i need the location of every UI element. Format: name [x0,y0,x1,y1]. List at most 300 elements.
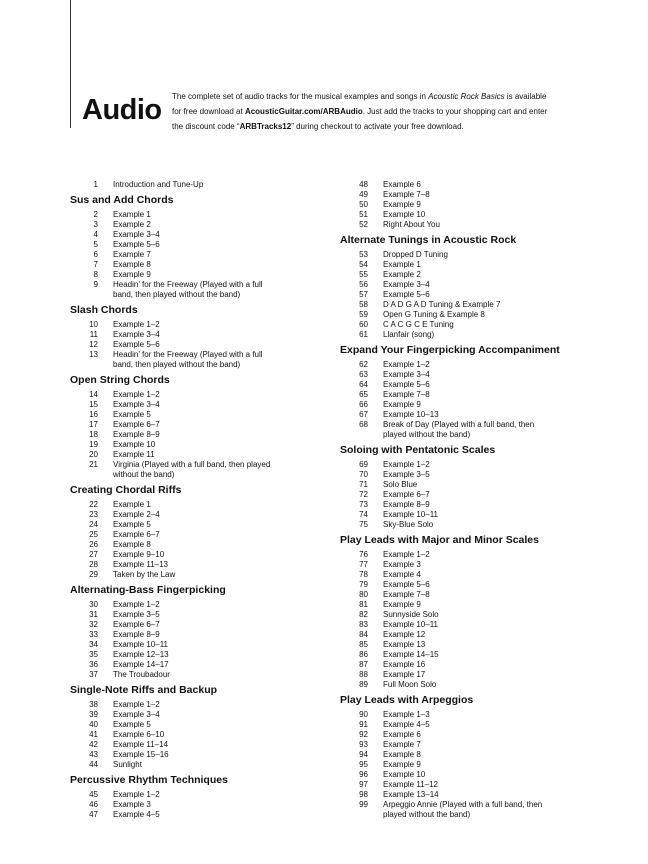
section-heading: Alternating-Bass Fingerpicking [70,584,226,596]
track-number: 3 [93,220,98,229]
track-title: Example 12 [383,630,426,639]
track-number: 66 [359,400,368,409]
track-number: 36 [89,660,98,669]
track-number: 48 [359,180,368,189]
track-title: Example 6–7 [113,420,160,429]
track-number: 27 [89,550,98,559]
track-row [70,660,332,670]
track-row [340,370,590,380]
track-title: Example 13 [383,640,426,649]
track-number: 14 [89,390,98,399]
header-rule [70,0,71,128]
track-number: 22 [89,500,98,509]
track-title: Open G Tuning & Example 8 [383,310,485,319]
track-row [70,240,332,250]
track-title: Taken by the Law [113,570,176,579]
track-row [70,520,332,530]
track-title: Example 3–4 [113,400,160,409]
track-row [70,730,332,740]
track-row [70,260,332,270]
track-row [340,410,590,420]
track-number: 46 [89,800,98,809]
track-row [70,720,332,730]
track-title: Example 3 [113,800,151,809]
track-row [70,330,332,340]
track-section [70,190,332,300]
track-row [340,730,590,740]
track-title: Example 10 [113,440,156,449]
track-title: Example 14–15 [383,650,439,659]
track-row [340,400,590,410]
track-row [70,640,332,650]
track-number: 59 [359,310,368,319]
track-number: 18 [89,430,98,439]
track-title: Sunlight [113,760,142,769]
track-number: 34 [89,640,98,649]
track-title: Example 5–6 [113,240,160,249]
track-row [340,740,590,750]
track-row [70,180,332,190]
track-title: Example 7–8 [383,190,430,199]
track-row [340,760,590,770]
left-column [70,180,332,820]
track-section [340,440,590,530]
section-heading: Soloing with Pentatonic Scales [340,444,496,456]
track-title: Example 7–8 [383,590,430,599]
track-number: 9 [93,280,98,289]
track-section [340,340,590,440]
track-title: Virginia (Played with a full band, then played without the band) [113,460,271,479]
track-title: Example 1–2 [383,360,430,369]
track-row [340,330,590,340]
track-section [70,680,332,770]
section-heading: Creating Chordal Riffs [70,484,182,496]
track-title: Example 3–5 [383,470,430,479]
track-row [340,360,590,370]
track-row [70,540,332,550]
track-title: Example 1–2 [113,600,160,609]
track-row [340,570,590,580]
track-row [340,500,590,510]
track-row [340,280,590,290]
track-row [340,780,590,790]
track-title: Example 1–2 [383,550,430,559]
track-number: 79 [359,580,368,589]
track-title: Example 5–6 [383,380,430,389]
track-title: Example 11–14 [113,740,168,749]
track-row [70,750,332,760]
track-row [340,680,590,690]
track-title: Example 8 [383,750,421,759]
track-row [340,620,590,630]
track-row [340,770,590,780]
track-number: 19 [89,440,98,449]
track-title: Example 1 [113,500,151,509]
track-number: 21 [89,460,98,469]
track-row [340,640,590,650]
track-number: 67 [359,410,368,419]
track-number: 71 [359,480,368,489]
track-title: Break of Day (Played with a full band, then played without the band) [383,420,535,439]
intro-part: ” during checkout to activate your free download. [291,122,464,131]
track-title: Example 11–13 [113,560,168,569]
track-row [340,490,590,500]
track-title: Example 10 [383,210,426,219]
track-number: 98 [359,790,368,799]
track-row [70,810,332,820]
section-heading: Open String Chords [70,374,170,386]
track-number: 74 [359,510,368,519]
track-title: Example 11–12 [383,780,438,789]
track-title: Introduction and Tune-Up [113,180,204,189]
track-row [340,670,590,680]
track-title: Example 16 [383,660,426,669]
track-number: 45 [89,790,98,799]
track-number: 16 [89,410,98,419]
track-title: Example 1 [113,210,151,219]
track-title: Example 7 [113,250,151,259]
track-number: 12 [89,340,98,349]
track-number: 61 [359,330,368,339]
track-number: 24 [89,520,98,529]
section-heading: Percussive Rhythm Techniques [70,774,228,786]
track-title: Example 17 [383,670,426,679]
track-title: Sky-Blue Solo [383,520,434,529]
track-row [340,300,590,310]
track-number: 60 [359,320,368,329]
track-number: 10 [89,320,98,329]
track-title: D A D G A D Tuning & Example 7 [383,300,501,309]
track-title: Example 3–4 [113,710,160,719]
track-number: 87 [359,660,368,669]
track-number: 41 [89,730,98,739]
download-url: AcousticGuitar.com/ARBAudio [244,107,363,116]
track-title: Example 3–5 [113,610,160,619]
track-number: 62 [359,360,368,369]
track-row [70,610,332,620]
track-number: 11 [89,330,98,339]
track-number: 95 [359,760,368,769]
track-row [340,550,590,560]
track-row [70,800,332,810]
track-number: 5 [93,240,98,249]
track-number: 91 [359,720,368,729]
track-row [340,470,590,480]
track-row [340,390,590,400]
track-row [70,270,332,280]
track-number: 33 [89,630,98,639]
section-heading: Single-Note Riffs and Backup [70,684,218,696]
track-row [340,380,590,390]
track-row [70,760,332,770]
track-number: 65 [359,390,368,399]
track-number: 84 [359,630,368,639]
track-number: 31 [89,610,98,619]
track-number: 17 [89,420,98,429]
track-number: 32 [89,620,98,629]
track-row [340,790,590,800]
track-title: Example 6–7 [113,620,160,629]
track-section [340,230,590,340]
track-row [340,510,590,520]
section-heading: Slash Chords [70,304,138,316]
track-title: Example 7 [383,740,421,749]
track-row [70,740,332,750]
track-number: 85 [359,640,368,649]
track-row [70,280,332,300]
track-row [340,190,590,200]
track-title: Example 9 [113,270,151,279]
page-title: Audio [82,94,162,126]
track-row [340,220,590,230]
book-title: Acoustic Rock Basics [428,92,505,101]
track-title: Headin’ for the Freeway (Played with a full band, then played without the band) [113,350,263,369]
track-title: Example 12–13 [113,650,169,659]
track-title: Dropped D Tuning [383,250,448,259]
track-number: 75 [359,520,368,529]
track-title: Example 7–8 [383,390,430,399]
track-title: Example 5–6 [113,340,160,349]
track-number: 94 [359,750,368,759]
track-title: C A C G C E Tuning [383,320,454,329]
track-title: Example 3–4 [383,280,430,289]
track-title: Example 10–13 [383,410,439,419]
track-row [340,720,590,730]
track-row [340,650,590,660]
track-row [70,670,332,680]
track-title: Sunnyside Solo [383,610,439,619]
track-section [70,580,332,680]
track-number: 13 [89,350,98,359]
track-title: Example 2 [383,270,421,279]
track-section [70,480,332,580]
track-section [340,530,590,690]
track-section [70,370,332,480]
track-title: Example 9 [383,400,421,409]
track-number: 28 [89,560,98,569]
section-heading: Play Leads with Arpeggios [340,694,474,706]
track-row [340,590,590,600]
track-row [70,350,332,370]
track-number: 81 [359,600,368,609]
track-number: 99 [359,800,368,809]
track-title: Example 3–4 [113,230,160,239]
track-title: Example 5 [113,720,151,729]
track-row [340,630,590,640]
track-row [70,320,332,330]
track-title: The Troubadour [113,670,170,679]
track-title: Example 8–9 [383,500,430,509]
track-number: 90 [359,710,368,719]
track-title: Example 11 [113,450,155,459]
track-row [340,580,590,590]
track-title: Example 6–7 [113,530,160,539]
track-number: 23 [89,510,98,519]
track-number: 39 [89,710,98,719]
track-number: 30 [89,600,98,609]
track-title: Example 9–10 [113,550,165,559]
track-title: Example 8 [113,260,151,269]
track-number: 83 [359,620,368,629]
track-title: Example 10–11 [383,620,438,629]
track-number: 55 [359,270,368,279]
track-row [340,710,590,720]
track-number: 73 [359,500,368,509]
track-number: 77 [359,560,368,569]
track-number: 47 [89,810,98,819]
track-title: Example 10 [383,770,426,779]
track-row [70,790,332,800]
track-title: Solo Blue [383,480,418,489]
track-number: 88 [359,670,368,679]
track-title: Example 6–7 [383,490,430,499]
track-title: Example 4–5 [113,810,160,819]
track-row [340,290,590,300]
track-number: 68 [359,420,368,429]
track-row [70,210,332,220]
track-row [340,310,590,320]
discount-code: ARBTracks12 [239,122,292,131]
track-row [70,340,332,350]
track-number: 70 [359,470,368,479]
track-row [340,250,590,260]
track-number: 26 [89,540,98,549]
track-row [340,180,590,190]
track-title: Example 5–6 [383,290,430,299]
track-title: Example 1–2 [113,700,160,709]
track-number: 96 [359,770,368,779]
track-row [340,260,590,270]
track-number: 43 [89,750,98,759]
track-row [340,610,590,620]
track-title: Example 3–4 [113,330,160,339]
track-row [70,410,332,420]
track-number: 6 [93,250,98,259]
track-number: 29 [89,570,98,579]
track-number: 92 [359,730,368,739]
track-row [70,500,332,510]
track-title: Example 1 [383,260,421,269]
track-title: Headin’ for the Freeway (Played with a full band, then played without the band) [113,280,263,299]
track-number: 8 [93,270,98,279]
track-title: Example 9 [383,200,421,209]
track-number: 15 [89,400,98,409]
track-row [70,710,332,720]
track-row [340,480,590,490]
track-title: Example 8–9 [113,630,160,639]
track-title: Example 2–4 [113,510,160,519]
track-title: Example 8–9 [113,430,160,439]
section-heading: Play Leads with Major and Minor Scales [340,534,539,546]
intro-part: The complete set of audio tracks for the musical examples and songs in [172,92,429,101]
track-row [340,200,590,210]
track-row [70,460,332,480]
track-number: 1 [93,180,98,189]
track-number: 82 [359,610,368,619]
track-row [70,650,332,660]
track-number: 97 [359,780,368,789]
track-row [70,700,332,710]
track-title: Example 2 [113,220,151,229]
track-number: 50 [359,200,368,209]
track-number: 69 [359,460,368,469]
track-row [70,430,332,440]
track-row [70,550,332,560]
track-title: Right About You [383,220,440,229]
section-heading: Expand Your Fingerpicking Accompaniment [340,344,560,356]
track-row [340,600,590,610]
track-title: Llanfair (song) [383,330,435,339]
track-row [340,420,590,440]
track-title: Example 10–11 [113,640,168,649]
track-title: Example 3 [383,560,421,569]
track-number: 57 [359,290,368,299]
intro-text [172,89,552,134]
track-number: 53 [359,250,368,259]
track-number: 35 [89,650,98,659]
track-number: 25 [89,530,98,539]
track-title: Example 1–2 [113,790,160,799]
track-number: 56 [359,280,368,289]
track-title: Example 1–3 [383,710,430,719]
track-title: Example 6–10 [113,730,165,739]
track-row [340,320,590,330]
track-number: 72 [359,490,368,499]
track-row [70,450,332,460]
track-row [70,630,332,640]
track-row [70,400,332,410]
track-title: Example 1–2 [113,390,160,399]
track-title: Example 9 [383,600,421,609]
track-number: 78 [359,570,368,579]
track-number: 93 [359,740,368,749]
track-number: 2 [93,210,98,219]
track-title: Example 1–2 [383,460,430,469]
track-row [340,750,590,760]
track-number: 4 [93,230,98,239]
track-row [70,230,332,240]
track-number: 64 [359,380,368,389]
track-number: 63 [359,370,368,379]
track-row [70,600,332,610]
track-row [340,460,590,470]
track-title: Example 5 [113,410,151,419]
track-number: 54 [359,260,368,269]
track-title: Example 8 [113,540,151,549]
track-number: 40 [89,720,98,729]
section-heading: Alternate Tunings in Acoustic Rock [340,234,517,246]
track-row [340,520,590,530]
track-number: 58 [359,300,368,309]
track-row [340,800,590,820]
track-title: Example 1–2 [113,320,160,329]
track-number: 38 [89,700,98,709]
right-column [340,180,590,820]
track-number: 80 [359,590,368,599]
track-title: Example 5 [113,520,151,529]
intro-part: is available for free download at [172,92,547,116]
track-number: 89 [359,680,368,689]
track-row [70,530,332,540]
track-row [70,570,332,580]
track-title: Example 4 [383,570,421,579]
track-row [340,560,590,570]
track-title: Example 14–17 [113,660,169,669]
track-title: Example 6 [383,180,421,189]
track-number: 44 [89,760,98,769]
track-title: Example 15–16 [113,750,169,759]
track-title: Example 13–14 [383,790,439,799]
